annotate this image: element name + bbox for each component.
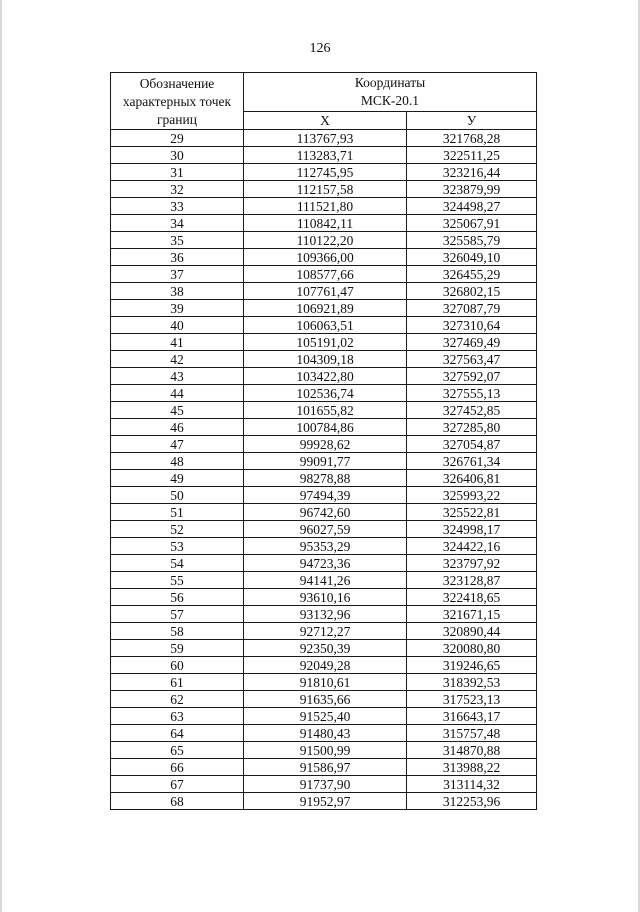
- x-coordinate-cell: 91737,90: [244, 776, 407, 793]
- y-coordinate-cell: 327563,47: [407, 351, 537, 368]
- y-coordinate-cell: 313988,22: [407, 759, 537, 776]
- point-number-cell: 36: [111, 249, 244, 266]
- x-coordinate-cell: 91810,61: [244, 674, 407, 691]
- page-number: 126: [309, 41, 331, 56]
- point-number-cell: 52: [111, 521, 244, 538]
- table-row: [111, 402, 537, 419]
- table-row: [111, 708, 537, 725]
- x-coordinate-cell: 102536,74: [244, 385, 407, 402]
- y-coordinate-cell: 320890,44: [407, 623, 537, 640]
- point-number-cell: 61: [111, 674, 244, 691]
- point-number-cell: 40: [111, 317, 244, 334]
- point-number-cell: 66: [111, 759, 244, 776]
- x-coordinate-cell: 92049,28: [244, 657, 407, 674]
- table-row: [111, 504, 537, 521]
- x-coordinate-cell: 91635,66: [244, 691, 407, 708]
- point-number-cell: 35: [111, 232, 244, 249]
- point-number-cell: 60: [111, 657, 244, 674]
- x-coordinate-cell: 110122,20: [244, 232, 407, 249]
- header-coordinates: [244, 73, 537, 112]
- y-coordinate-cell: 327592,07: [407, 368, 537, 385]
- x-coordinate-cell: 93132,96: [244, 606, 407, 623]
- point-number-cell: 56: [111, 589, 244, 606]
- point-number-cell: 58: [111, 623, 244, 640]
- x-coordinate-cell: 96027,59: [244, 521, 407, 538]
- point-number-cell: 45: [111, 402, 244, 419]
- x-coordinate-cell: 91500,99: [244, 742, 407, 759]
- table-row: [111, 555, 537, 572]
- point-number-cell: 54: [111, 555, 244, 572]
- x-coordinate-cell: 106921,89: [244, 300, 407, 317]
- y-coordinate-cell: 327087,79: [407, 300, 537, 317]
- x-coordinate-cell: 94141,26: [244, 572, 407, 589]
- table-row: [111, 623, 537, 640]
- table-row: [111, 606, 537, 623]
- table-row: [111, 198, 537, 215]
- x-coordinate-cell: 93610,16: [244, 589, 407, 606]
- table-row: [111, 538, 537, 555]
- x-coordinate-cell: 103422,80: [244, 368, 407, 385]
- y-coordinate-cell: 327469,49: [407, 334, 537, 351]
- y-coordinate-cell: 326761,34: [407, 453, 537, 470]
- table-row: [111, 589, 537, 606]
- table-row: [111, 470, 537, 487]
- table-row: [111, 436, 537, 453]
- header-coordinates-title: Координаты: [354, 75, 426, 90]
- y-coordinate-cell: 323879,99: [407, 181, 537, 198]
- y-coordinate-cell: 317523,13: [407, 691, 537, 708]
- header-x: Х: [244, 112, 407, 130]
- point-number-cell: 62: [111, 691, 244, 708]
- point-number-cell: 44: [111, 385, 244, 402]
- x-coordinate-cell: 110842,11: [244, 215, 407, 232]
- x-coordinate-cell: 108577,66: [244, 266, 407, 283]
- y-coordinate-cell: 323216,44: [407, 164, 537, 181]
- x-coordinate-cell: 106063,51: [244, 317, 407, 334]
- x-coordinate-cell: 101655,82: [244, 402, 407, 419]
- table-row: [111, 759, 537, 776]
- y-coordinate-cell: 319246,65: [407, 657, 537, 674]
- y-coordinate-cell: 324498,27: [407, 198, 537, 215]
- point-number-cell: 41: [111, 334, 244, 351]
- coordinates-table: [110, 72, 537, 810]
- x-coordinate-cell: 109366,00: [244, 249, 407, 266]
- x-coordinate-cell: 94723,36: [244, 555, 407, 572]
- point-number-cell: 39: [111, 300, 244, 317]
- x-coordinate-cell: 107761,47: [244, 283, 407, 300]
- table-row: [111, 487, 537, 504]
- point-number-cell: 43: [111, 368, 244, 385]
- point-number-cell: 37: [111, 266, 244, 283]
- x-coordinate-cell: 91480,43: [244, 725, 407, 742]
- scan-edge-left: [0, 0, 2, 912]
- point-number-cell: 42: [111, 351, 244, 368]
- point-number-cell: 34: [111, 215, 244, 232]
- point-number-cell: 47: [111, 436, 244, 453]
- x-coordinate-cell: 91952,97: [244, 793, 407, 810]
- point-number-cell: 51: [111, 504, 244, 521]
- point-number-cell: 32: [111, 181, 244, 198]
- table-row: [111, 674, 537, 691]
- point-number-cell: 29: [111, 130, 244, 147]
- y-coordinate-cell: 323797,92: [407, 555, 537, 572]
- table-row: [111, 130, 537, 147]
- y-coordinate-cell: 326406,81: [407, 470, 537, 487]
- table-row: [111, 147, 537, 164]
- y-coordinate-cell: 321671,15: [407, 606, 537, 623]
- y-coordinate-cell: 327054,87: [407, 436, 537, 453]
- point-number-cell: 59: [111, 640, 244, 657]
- x-coordinate-cell: 97494,39: [244, 487, 407, 504]
- table-row: [111, 334, 537, 351]
- table-row: [111, 385, 537, 402]
- x-coordinate-cell: 95353,29: [244, 538, 407, 555]
- header-coordinate-system: МСК-20.1: [360, 93, 420, 108]
- y-coordinate-cell: 316643,17: [407, 708, 537, 725]
- table-row: [111, 657, 537, 674]
- header-y: У: [407, 112, 537, 130]
- table-row: [111, 419, 537, 436]
- table-row: [111, 300, 537, 317]
- table-row: [111, 249, 537, 266]
- point-number-cell: 63: [111, 708, 244, 725]
- x-coordinate-cell: 105191,02: [244, 334, 407, 351]
- y-coordinate-cell: 327452,85: [407, 402, 537, 419]
- x-coordinate-cell: 99091,77: [244, 453, 407, 470]
- table-row: [111, 351, 537, 368]
- y-coordinate-cell: 313114,32: [407, 776, 537, 793]
- x-coordinate-cell: 100784,86: [244, 419, 407, 436]
- table-row: [111, 453, 537, 470]
- table-row: [111, 521, 537, 538]
- table-body: [111, 130, 537, 810]
- y-coordinate-cell: 324422,16: [407, 538, 537, 555]
- x-coordinate-cell: 99928,62: [244, 436, 407, 453]
- point-number-cell: 30: [111, 147, 244, 164]
- x-coordinate-cell: 112157,58: [244, 181, 407, 198]
- y-coordinate-cell: 327285,80: [407, 419, 537, 436]
- y-coordinate-cell: 320080,80: [407, 640, 537, 657]
- y-coordinate-cell: 324998,17: [407, 521, 537, 538]
- point-number-cell: 64: [111, 725, 244, 742]
- y-coordinate-cell: 327310,64: [407, 317, 537, 334]
- x-coordinate-cell: 113767,93: [244, 130, 407, 147]
- table-row: [111, 266, 537, 283]
- header-designation: Обозначение характерных точек границ: [111, 73, 244, 130]
- y-coordinate-cell: 322418,65: [407, 589, 537, 606]
- table-row: [111, 776, 537, 793]
- y-coordinate-cell: 327555,13: [407, 385, 537, 402]
- table-row: [111, 742, 537, 759]
- x-coordinate-cell: 91586,97: [244, 759, 407, 776]
- point-number-cell: 67: [111, 776, 244, 793]
- table-row: [111, 691, 537, 708]
- table-row: [111, 317, 537, 334]
- y-coordinate-cell: 322511,25: [407, 147, 537, 164]
- y-coordinate-cell: 325993,22: [407, 487, 537, 504]
- x-coordinate-cell: 98278,88: [244, 470, 407, 487]
- point-number-cell: 31: [111, 164, 244, 181]
- point-number-cell: 68: [111, 793, 244, 810]
- table-row: [111, 640, 537, 657]
- table-row: [111, 572, 537, 589]
- table-row: [111, 793, 537, 810]
- x-coordinate-cell: 96742,60: [244, 504, 407, 521]
- table-row: [111, 232, 537, 249]
- table-row: [111, 368, 537, 385]
- x-coordinate-cell: 92712,27: [244, 623, 407, 640]
- y-coordinate-cell: 323128,87: [407, 572, 537, 589]
- point-number-cell: 50: [111, 487, 244, 504]
- y-coordinate-cell: 315757,48: [407, 725, 537, 742]
- y-coordinate-cell: 325585,79: [407, 232, 537, 249]
- y-coordinate-cell: 325522,81: [407, 504, 537, 521]
- y-coordinate-cell: 326455,29: [407, 266, 537, 283]
- x-coordinate-cell: 111521,80: [244, 198, 407, 215]
- point-number-cell: 55: [111, 572, 244, 589]
- x-coordinate-cell: 92350,39: [244, 640, 407, 657]
- point-number-cell: 33: [111, 198, 244, 215]
- point-number-cell: 38: [111, 283, 244, 300]
- y-coordinate-cell: 314870,88: [407, 742, 537, 759]
- y-coordinate-cell: 318392,53: [407, 674, 537, 691]
- table-row: [111, 215, 537, 232]
- point-number-cell: 46: [111, 419, 244, 436]
- table-row: [111, 283, 537, 300]
- point-number-cell: 65: [111, 742, 244, 759]
- x-coordinate-cell: 113283,71: [244, 147, 407, 164]
- y-coordinate-cell: 326049,10: [407, 249, 537, 266]
- y-coordinate-cell: 321768,28: [407, 130, 537, 147]
- point-number-cell: 57: [111, 606, 244, 623]
- table-header: [111, 73, 537, 130]
- point-number-cell: 53: [111, 538, 244, 555]
- x-coordinate-cell: 104309,18: [244, 351, 407, 368]
- table-row: [111, 725, 537, 742]
- table-row: [111, 181, 537, 198]
- y-coordinate-cell: 312253,96: [407, 793, 537, 810]
- point-number-cell: 48: [111, 453, 244, 470]
- x-coordinate-cell: 91525,40: [244, 708, 407, 725]
- x-coordinate-cell: 112745,95: [244, 164, 407, 181]
- y-coordinate-cell: 325067,91: [407, 215, 537, 232]
- point-number-cell: 49: [111, 470, 244, 487]
- table-row: [111, 164, 537, 181]
- y-coordinate-cell: 326802,15: [407, 283, 537, 300]
